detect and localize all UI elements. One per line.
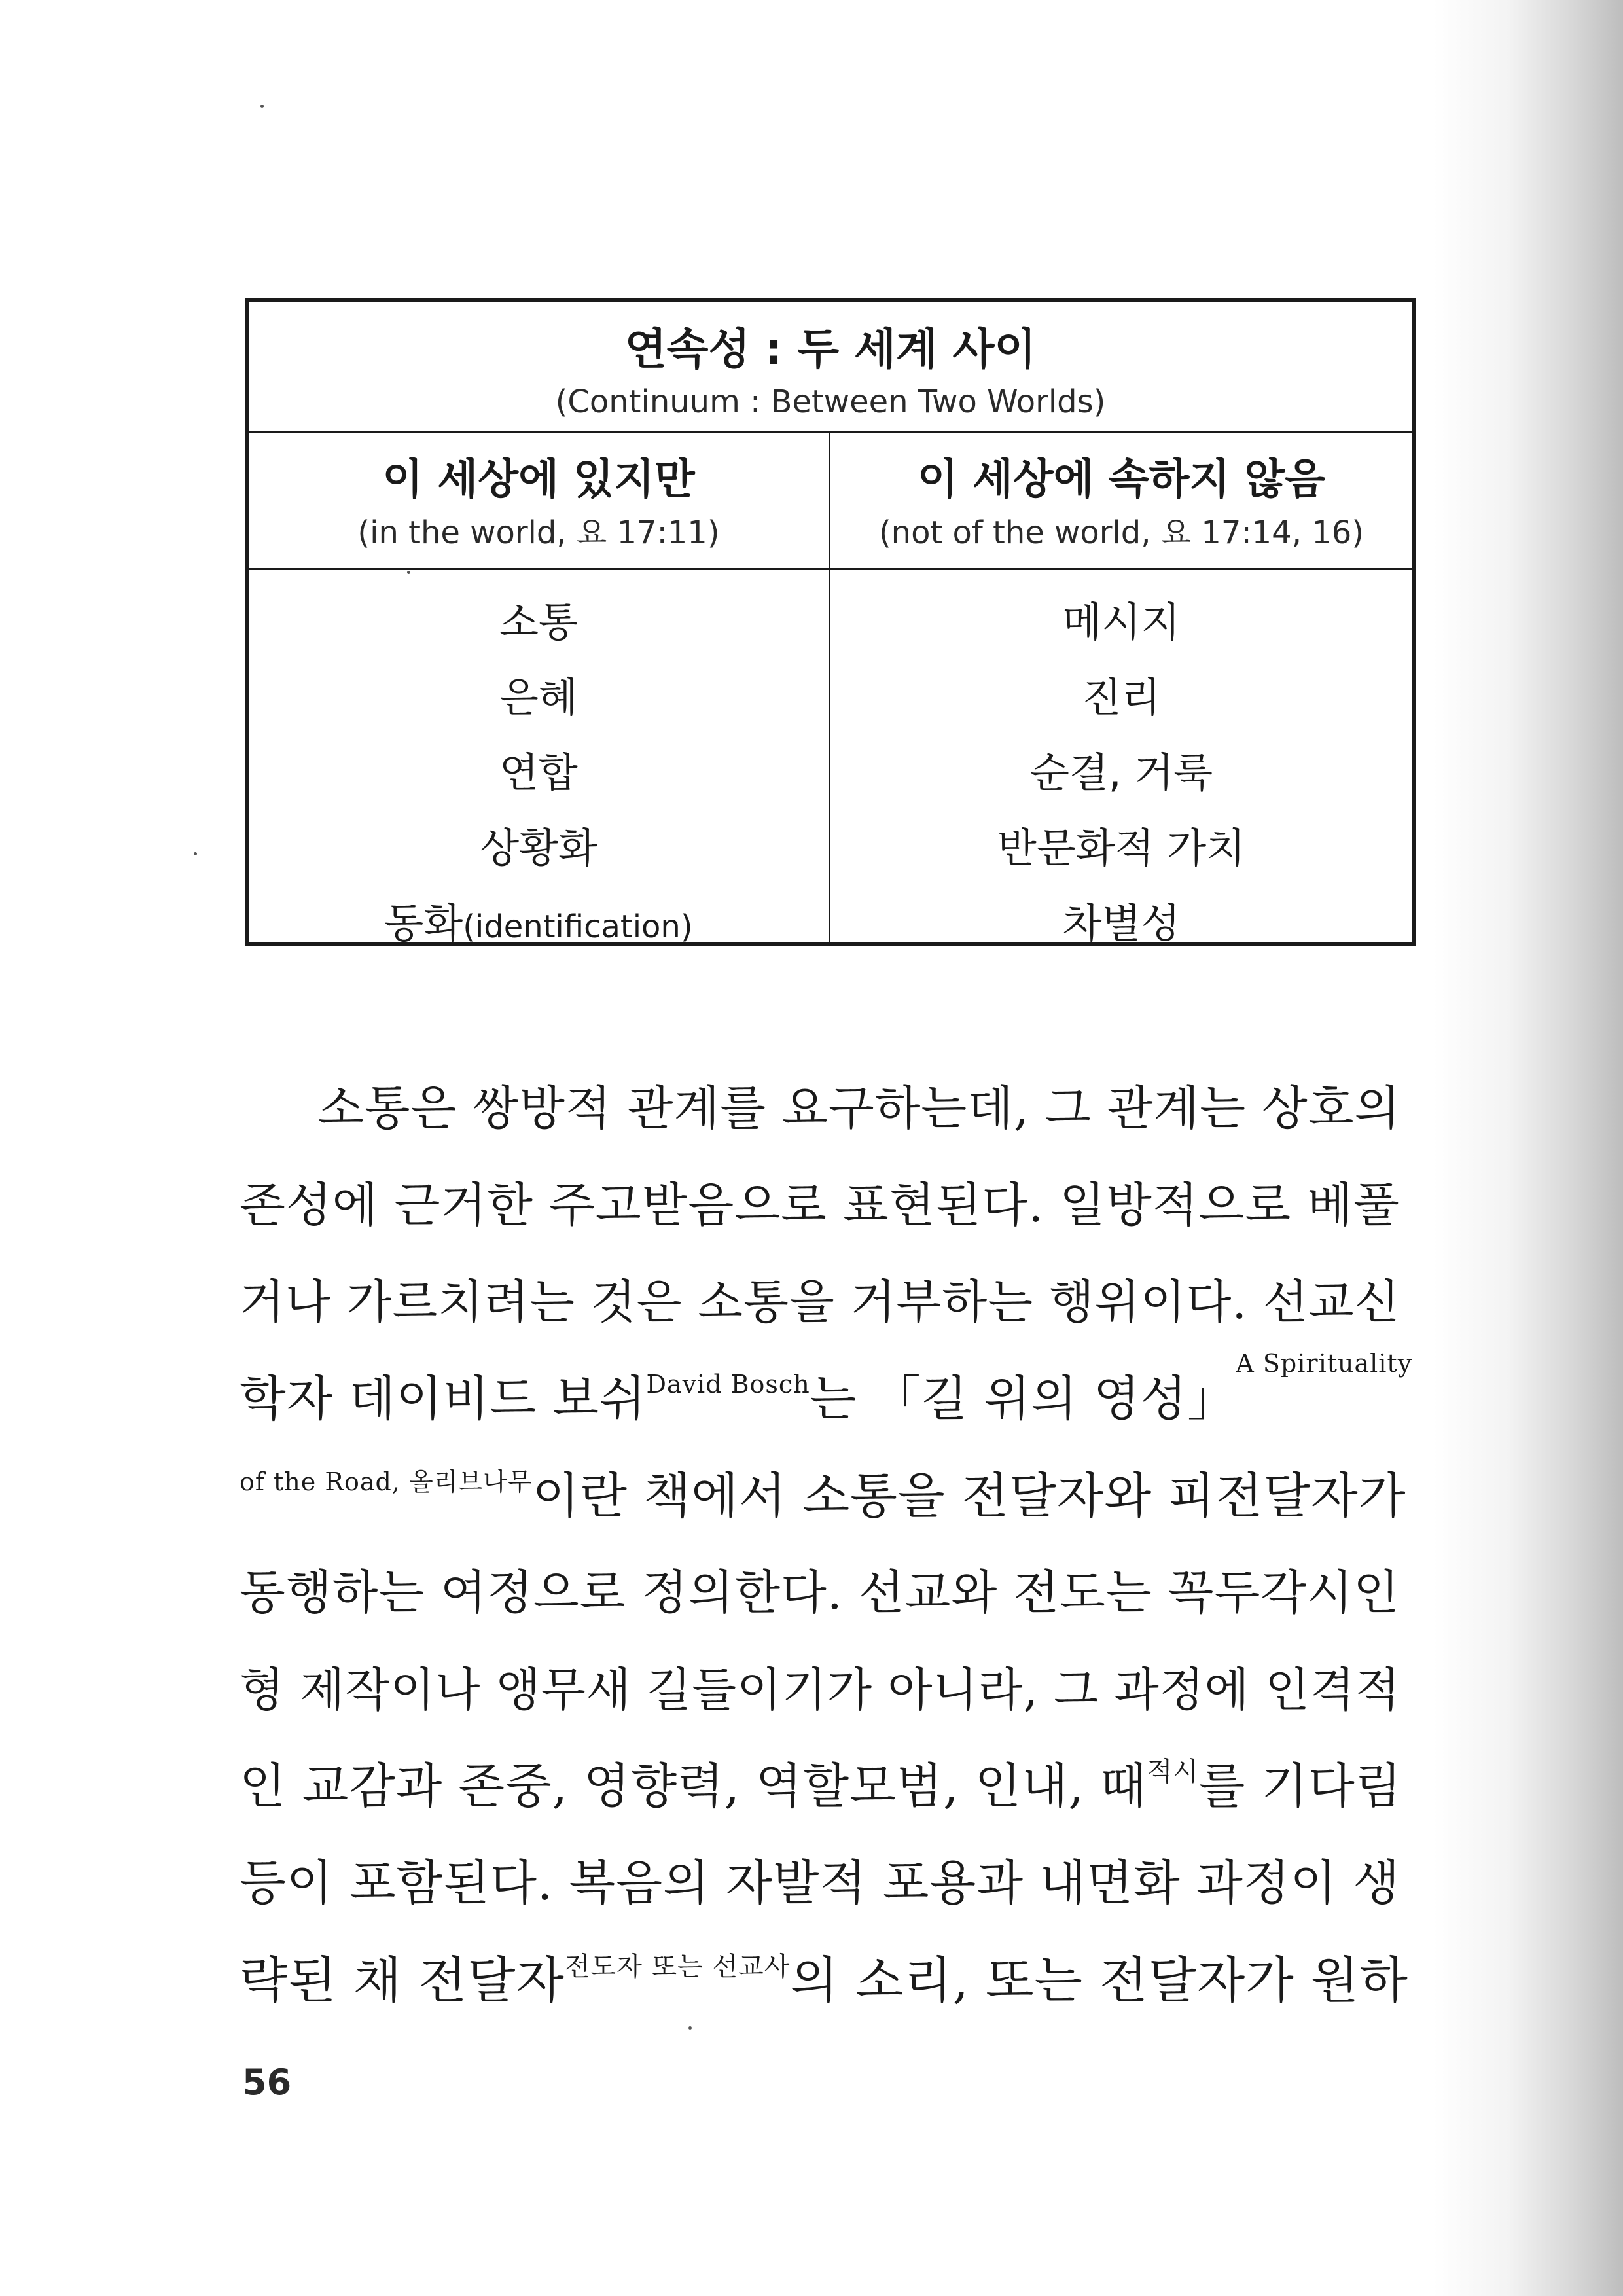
- text-segment: 략된 채 전달자: [240, 1951, 565, 2009]
- text-segment: 의 소리, 또는 전달자가 원하: [790, 1951, 1408, 2009]
- table-cell: 차별성: [1062, 899, 1181, 947]
- right-column-items: [830, 570, 1412, 947]
- text-line: [240, 1157, 1411, 1254]
- text-line: [240, 1641, 1411, 1738]
- line-text: 소통은 쌍방적 관계를 요구하는데, 그 관계는 상호의: [318, 1081, 1401, 1136]
- table-body-row: [249, 570, 1412, 947]
- line-text: 거나 가르치려는 것은 소통을 거부하는 행위이다. 선교신: [240, 1275, 1400, 1329]
- table-cell: 상황화: [480, 824, 597, 872]
- line-text: [240, 1351, 1236, 1448]
- text-segment: 학자 데이비드 보쉬: [240, 1371, 647, 1427]
- table-title-row: [249, 302, 1412, 433]
- text-segment: 이란 책에서 소통을 전달자와 피전달자가: [532, 1467, 1406, 1524]
- text-segment: 는 「길 위의 영성」: [810, 1371, 1236, 1427]
- line-text: [240, 1932, 1408, 2029]
- superscript-annotation: David Bosch: [646, 1370, 810, 1399]
- text-line: [240, 1448, 1411, 1545]
- text-line: [240, 1835, 1411, 1932]
- text-line: [240, 1545, 1411, 1641]
- text-segment: 인 교감과 존중, 영향력, 역할모범, 인내, 때: [240, 1759, 1147, 1814]
- superscript-annotation: 적시: [1147, 1757, 1199, 1787]
- text-line: [240, 1254, 1411, 1351]
- cell-en: (identification): [463, 908, 693, 945]
- table-cell: 순결, 거룩: [1030, 749, 1213, 797]
- table-title: 연속성 : 두 세계 사이: [624, 324, 1037, 374]
- text-line: [240, 1738, 1411, 1835]
- table-cell: 연합: [499, 749, 578, 797]
- scan-speck: [260, 105, 264, 108]
- line-text: [240, 1448, 1406, 1545]
- table-cell: [249, 886, 829, 961]
- table-cell: 은혜: [499, 673, 578, 721]
- table-subtitle: (Continuum : Between Two Worlds): [555, 384, 1106, 420]
- page-edge-shadow: [1433, 0, 1623, 2296]
- text-line: [240, 1060, 1411, 1157]
- header-not-of-the-world: [830, 433, 1412, 568]
- text-line: [240, 1932, 1411, 2029]
- cell-ko: 동화: [384, 899, 463, 947]
- table-cell: 반문화적 가치: [997, 824, 1246, 872]
- superscript-annotation: of the Road, 올리브나무: [240, 1467, 533, 1496]
- header-left-title: 이 세상에 있지만: [382, 456, 695, 504]
- header-in-the-world: [249, 433, 830, 568]
- body-paragraph: [240, 1060, 1411, 2029]
- text-line: [240, 1351, 1411, 1448]
- superscript-annotation: A Spirituality: [1236, 1349, 1413, 1378]
- header-left-subtitle: (in the world, 요 17:11): [357, 514, 720, 551]
- table-header-row: [249, 433, 1412, 570]
- scan-speck: [194, 852, 197, 855]
- line-text: 존성에 근거한 주고받음으로 표현된다. 일방적으로 베풀: [240, 1178, 1400, 1233]
- table-cell: 메시지: [1062, 598, 1181, 646]
- header-right-title: 이 세상에 속하지 않음: [917, 456, 1326, 504]
- continuum-table: [245, 298, 1416, 946]
- table-cell: 소통: [499, 598, 578, 646]
- header-right-subtitle: (not of the world, 요 17:14, 16): [878, 514, 1364, 551]
- page-number: 56: [242, 2062, 292, 2103]
- table-cell: 진리: [1082, 673, 1161, 721]
- line-text: 등이 포함된다. 복음의 자발적 포용과 내면화 과정이 생: [240, 1856, 1400, 1911]
- line-text: 형 제작이나 앵무새 길들이기가 아니라, 그 과정에 인격적: [240, 1663, 1400, 1717]
- line-text: 동행하는 여정으로 정의한다. 선교와 전도는 꼭두각시인: [240, 1566, 1400, 1621]
- left-column-items: [249, 570, 830, 947]
- line-text: [240, 1738, 1402, 1835]
- text-segment: 를 기다림: [1198, 1759, 1402, 1814]
- superscript-annotation: 전도자 또는 선교사: [564, 1952, 791, 1982]
